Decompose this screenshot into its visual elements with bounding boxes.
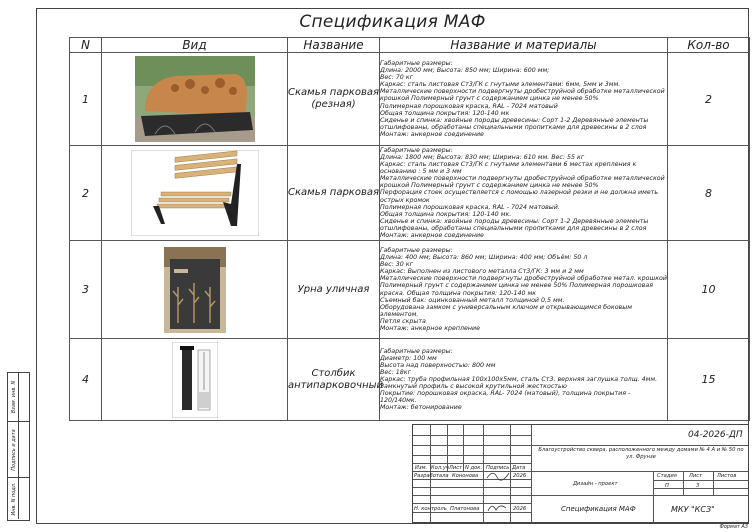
material-line: Габаритные размеры: <box>380 59 453 67</box>
developer-signature <box>485 469 511 481</box>
col-sheet: Лист <box>449 465 463 471</box>
col-sheets-label: Листов <box>717 473 737 479</box>
row-num: 2 <box>70 146 102 241</box>
stage-label: Дизайн - проект <box>573 481 618 487</box>
header-materials: Название и материалы <box>380 38 668 53</box>
header-name: Название <box>288 38 380 53</box>
col-qty-sections: Кол.уч <box>431 465 449 471</box>
col-stage: Стадия <box>657 473 677 479</box>
strip-cell <box>8 478 29 519</box>
row-qty: 8 <box>668 146 750 241</box>
control-signature <box>486 501 510 513</box>
sheet-value: 3 <box>696 483 700 489</box>
document-title: Спецификация МАФ <box>561 505 636 513</box>
material-line: Металлические поверхности подвергнуты дробеструйной обработке металлической крошкой Полимерный грунт с содержанием цинка не менее 50% <box>380 88 665 103</box>
material-line: Металлические поверхности подвергнуты дробеструйной обработке метал. крошкой Полимерный грунт с содержанием цинка не менее 50% Полимерная порошковая краска. Общая толщина покрытия: 120-140 мк <box>380 275 667 297</box>
material-line: Вес: 18кг <box>380 368 411 376</box>
control-date: 2026 <box>513 506 527 512</box>
row-materials <box>380 53 668 146</box>
material-line: Оборудована замком с универсальным ключом и открывающимся боковым элементом. <box>380 303 632 318</box>
material-line: Вес: 30 кг <box>380 261 413 269</box>
table-row <box>70 53 750 146</box>
col-signature: Подпись <box>486 465 510 471</box>
strip-label: Подпись и дата <box>10 428 17 471</box>
row-qty: 2 <box>668 53 750 146</box>
control-label: Н. контроль <box>414 506 447 512</box>
developed-date: 2026 <box>513 473 527 479</box>
col-change: Изм. <box>415 465 428 471</box>
row-materials <box>380 241 668 339</box>
material-line: Длина: 2000 мм; Высота: 850 мм; Ширина: 600 мм; <box>380 67 550 75</box>
col-date: Дата <box>512 465 526 471</box>
row-image <box>102 53 288 146</box>
row-materials <box>380 339 668 421</box>
material-line: Монтаж: бетонирование <box>380 404 462 412</box>
strip-cell <box>8 422 29 478</box>
material-line: Покрытие: порошковая окраска, RAL- 7024 (матовый), толщина покрытия - 120/140мк. <box>380 390 631 405</box>
row-qty: 15 <box>668 339 750 421</box>
document-code: 04-2026-ДП <box>688 430 743 440</box>
header-view: Вид <box>102 38 288 53</box>
row-num: 1 <box>70 53 102 146</box>
strip-label: Взам. инв. N <box>10 380 17 414</box>
row-image <box>102 241 288 339</box>
sheet-title: Спецификация МАФ <box>299 12 486 32</box>
material-line: Каркас: труба профильная 100х100х5мм, сталь Ст3, верхняя заглушка толщ. 4мм. <box>380 375 658 383</box>
table-row <box>70 146 750 241</box>
material-line: Вес: 70 кг <box>380 74 413 82</box>
object-name: Благоустройство сквера, расположенного между домами № 4 А и № 50 по ул. Фрунзе <box>538 447 744 460</box>
developed-name: Кононова <box>452 473 479 479</box>
row-qty: 10 <box>668 241 750 339</box>
table-row <box>70 339 750 421</box>
row-name: Скамья парковая (резная) <box>288 53 380 146</box>
binding-strip <box>7 372 30 521</box>
title-block <box>412 424 749 523</box>
bollard-image <box>172 342 218 418</box>
material-line: Перфорация стоек осуществляется с помощью лазерной резки и не должна иметь острых кромок <box>380 189 659 204</box>
material-line: Замкнутый профиль с высокой крутильной жесткостью <box>380 383 567 391</box>
col-doc-num: N док. <box>465 465 483 471</box>
row-name: Урна уличная <box>288 241 380 339</box>
material-line: Габаритные размеры: <box>380 146 453 154</box>
material-line: Монтаж: анкерное крепление <box>380 324 480 332</box>
material-line: Высота над поверхностью: 800 мм <box>380 361 496 369</box>
material-line: Габаритные размеры: <box>380 347 453 355</box>
stage-value: П <box>665 483 669 489</box>
col-sheet-label: Лист <box>689 473 703 479</box>
row-num: 4 <box>70 339 102 421</box>
material-line: Габаритные размеры: <box>380 246 453 254</box>
strip-cell <box>8 373 29 422</box>
strip-label: Инв. N подл. <box>10 481 17 516</box>
material-line: Длина: 1800 мм; Высота: 830 мм; Ширина: 610 мм. Вес: 55 кг <box>380 153 585 161</box>
material-line: Общая толщина покрытия: 120-140 мк <box>380 109 510 117</box>
material-line: Монтаж: анкерное соединение <box>380 130 484 138</box>
row-materials <box>380 146 668 241</box>
material-line: Петля скрыта <box>380 317 426 325</box>
header-qty: Кол-во <box>668 38 750 53</box>
material-line: Полимерная порошковая краска, RAL - 7024 матовый. <box>380 203 560 211</box>
paper-format: Формат А3 <box>719 524 748 530</box>
material-line: Металлические поверхности подвергнуты дробеструйной обработке металлической крошкой Полимерный грунт с содержанием цинка не менее 50% <box>380 175 665 190</box>
specification-table <box>69 37 750 421</box>
table-row <box>70 241 750 339</box>
carved-bench-image <box>135 56 255 142</box>
developed-label: Разработала <box>414 473 449 479</box>
material-line: Съемный бак: оцинкованный металл толщиной 0,5 мм. <box>380 296 565 304</box>
row-name: Скамья парковая <box>288 146 380 241</box>
material-line: Каркас: Выполнен из листового металла Ст3/ГК: 3 мм и 2 мм <box>380 268 584 276</box>
trash-bin-image <box>164 247 226 333</box>
row-num: 3 <box>70 241 102 339</box>
row-image <box>102 339 288 421</box>
row-name: Столбик антипарковочный <box>288 339 380 421</box>
material-line: Каркас: сталь листовая Ст3/ГК с гнутыми элементами 6 местах крепления к основанию : 5 мм и 3 мм <box>380 161 637 176</box>
table-header-row <box>70 38 750 53</box>
row-image <box>102 146 288 241</box>
material-line: Диаметр: 100 мм <box>380 354 437 362</box>
organization: МКУ "КСЗ" <box>671 505 715 514</box>
material-line: Общая толщина покрытия: 120-140 мк. <box>380 210 512 218</box>
material-line: Сиденье и спинка: хвойные породы древесины: Сорт 1-2 Деревянные элементы отшлифованы, обработаны специальными пропитками для древесины в 2 слоя <box>380 116 649 131</box>
material-line: Полимерная порошковая краска, RAL - 7024 матовый <box>380 102 558 110</box>
header-num: N <box>70 38 102 53</box>
park-bench-image <box>131 150 259 236</box>
material-line: Длина: 400 мм; Высота: 860 мм; Ширина: 400 мм; Объём: 50 л <box>380 254 588 262</box>
material-line: Каркас: сталь листовая Ст3/ГК с гнутыми элементами: 6мм, 5мм и 3мм. <box>380 81 621 89</box>
material-line: Сиденье и спинка: хвойные породы древесины: Сорт 1-2 Деревянные элементы отшлифованы, обработаны специальными пропитками для древесины в 2 слоя Монтаж: анкерное соединение <box>380 217 649 240</box>
control-name: Платонова <box>450 506 480 512</box>
